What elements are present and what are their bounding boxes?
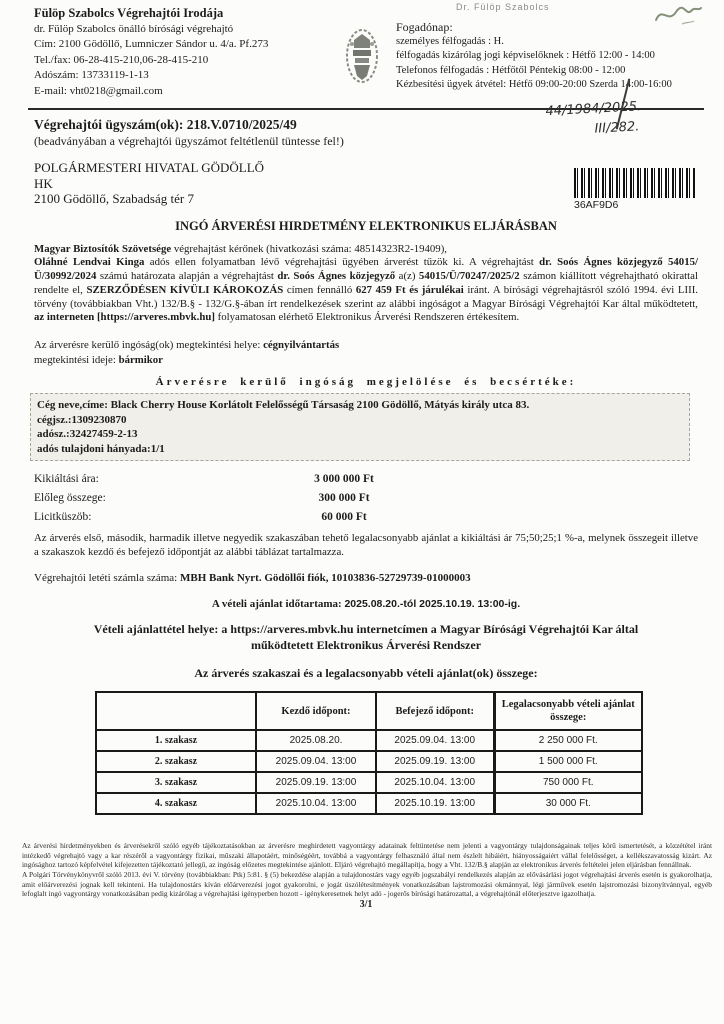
minimum-cell: 1 500 000 Ft. — [494, 751, 642, 772]
text-run: számon kiállított végrehajtható okirattal rendelte el, — [34, 270, 698, 296]
deposit-account-line — [34, 572, 698, 584]
text-run: Oláhné Lendvai Kinga — [34, 256, 145, 269]
table-header-minimum: Legalacsonyabb vételi ajánlat összege: — [494, 692, 642, 730]
auction-item-box — [30, 393, 690, 461]
table-row — [96, 793, 642, 814]
text-run: végrehajtást kérőnek (hivatkozási száma: 48514323R2-19409), — [171, 242, 447, 255]
case-number: Végrehajtói ügyszám(ok): 218.V.0710/2025/49 — [34, 117, 297, 132]
handwritten-line: III/282. — [594, 119, 640, 137]
item-line: adósz.:32427459-2-13 — [37, 428, 138, 441]
office-line: Tel./fax: 06-28-415-210,06-28-415-210 — [34, 53, 209, 66]
price-value: 3 000 000 Ft — [314, 473, 374, 486]
text-run: Magyar Biztosítók Szövetsége — [34, 242, 172, 255]
text-run: folyamatosan elérhető Elektronikus Árverési Rendszeren értékesítem. — [214, 311, 520, 324]
account-value: MBH Bank Nyrt. Gödöllői fiók, 10103836-52729739-01000003 — [180, 572, 471, 585]
offer-period-value: 2025.08.20.-tól 2025.10.19. 13:00-ig. — [344, 598, 521, 611]
account-label: Végrehajtói letéti számla száma: — [34, 572, 180, 585]
case-note: (beadványában a végrehajtói ügyszámot feltétlenül tüntesse fel!) — [34, 134, 344, 148]
reception-hours-block — [396, 2, 698, 93]
text-run: dr. Soós Ágnes közjegyző — [277, 270, 396, 283]
document-title: INGÓ ÁRVERÉSI HIRDETMÉNY ELEKTRONIKUS ELJÁRÁSBAN — [175, 218, 557, 233]
viewing-time-line — [34, 353, 698, 368]
viewing-place-value: cégnyilvántartás — [263, 339, 340, 352]
price-row — [34, 508, 698, 527]
minimum-cell: 750 000 Ft. — [494, 772, 642, 793]
office-line: Cím: 2100 Gödöllő, Lumniczer Sándor u. 4/a. Pf.273 — [34, 38, 269, 50]
handwritten-annotation — [545, 94, 707, 142]
text-run: címen fennálló — [283, 283, 356, 296]
item-section-heading: Árverésre kerülő ingóság megjelölése és becsértéke: — [155, 376, 577, 389]
price-row — [34, 489, 698, 508]
stage-cell: 3. szakasz — [96, 772, 256, 793]
viewing-place-line — [34, 338, 698, 353]
barcode-icon — [574, 168, 696, 198]
table-row — [96, 772, 642, 793]
price-label: Licitküszöb: — [34, 511, 92, 524]
office-line: Adószám: 13733119-1-13 — [34, 69, 149, 81]
minimum-cell: 30 000 Ft. — [494, 793, 642, 814]
viewing-info — [34, 338, 698, 367]
price-label: Előleg összege: — [34, 492, 106, 505]
text-run: 54015/Ü/70247/2025/2 — [418, 270, 520, 283]
reception-line: Telefonos félfogadás : Hétfőtől Péntekig 08:00 - 12:00 — [396, 64, 626, 76]
table-row — [96, 730, 642, 751]
text-run: 627 459 Ft és járulékai — [355, 283, 464, 296]
legal-fine-print — [22, 841, 712, 899]
table-header-start: Kezdő időpont: — [256, 692, 376, 730]
viewing-time-label: megtekintési ideje: — [34, 353, 119, 366]
price-row — [34, 470, 698, 489]
reception-line: személyes félfogadás : H. — [396, 35, 504, 47]
viewing-time-value: bármikor — [118, 353, 163, 366]
stages-paragraph: Az árverés első, második, harmadik illetve negyedik szakaszában tehető legalacsonyabb ajánlat a kikiáltási ár 75;50;25;1 %-a, melynek összegeit illetve a szakaszok kezdő és befejező időpontját az alábbi táblázat tartalmazza. — [34, 532, 698, 558]
reception-title: Fogadónap: — [396, 20, 453, 34]
table-header-row — [96, 692, 642, 730]
end-cell: 2025.10.19. 13:00 — [376, 793, 494, 814]
barcode-label: 36AF9D6 — [574, 199, 619, 211]
viewing-place-label: Az árverésre kerülő ingóság(ok) megtekintési helye: — [34, 339, 264, 352]
office-line: dr. Fülöp Szabolcs önálló bírósági végrehajtó — [34, 22, 234, 35]
office-line: E-mail: vht0218@gmail.com — [34, 84, 163, 97]
price-label: Kikiáltási ára: — [34, 473, 99, 486]
price-value: 60 000 Ft — [321, 511, 367, 524]
item-line: adós tulajdoni hányada:1/1 — [37, 442, 165, 455]
document-header — [34, 2, 698, 104]
table-header-end: Befejező időpont: — [376, 692, 494, 730]
text-run: iránt. A bírósági végrehajtásról szóló 1994. évi LIII. törvény (továbbiakban Vht.) 132/B.§ - 132/G.§-ában írt rendelkezések szerint az alábbi ingóságot a Magyar Bírósági Végrehajtói Kar által működtetett, — [34, 283, 698, 310]
bailiff-office-block — [34, 6, 334, 99]
text-run: a(z) — [395, 270, 419, 283]
price-value: 300 000 Ft — [318, 492, 370, 505]
fine-print-paragraph: A Polgári Törvénykönyvről szóló 2013. évi V. törvény (továbbiakban: Ptk) 5:81. § (5) bekezdése alapján a tulajdonostárs vagy egyéb jogszabályi rendelkezés alapján az elővásárlási jogot végrehajtási árverés esetén is gyakorolhatja, amit előárverezési jognak kell tekinteni. Ha tulajdonostárs kíván előárverezési jogot gyakorolni, e jogát úszólétesítmények vonatkozásában lajstromozási okmánnyal, légi járművek esetén lajstromozási bizonyítvánnyal, egyéb lefoglalt ingó vagyontárgy vonatkozásában pedig kizárólag a végrehajtási igényperben hozott - igénykeresetnek helyt adó - jogerős bírósági határozattal, a végrehajtónál előterjesztve igazolhatja. — [22, 870, 712, 899]
text-run: számú határozata alapján a végrehajtást — [96, 270, 278, 283]
table-header-empty — [96, 692, 256, 730]
stage-cell: 4. szakasz — [96, 793, 256, 814]
faint-name-stamp: Dr. Fülöp Szabolcs — [456, 2, 550, 12]
end-cell: 2025.10.04. 13:00 — [376, 772, 494, 793]
addressee-line: HK — [34, 175, 53, 191]
start-cell: 2025.08.20. — [256, 730, 376, 751]
text-run: adós ellen folyamatban lévő végrehajtási ügyében árverést tűzök ki. A végrehajtást — [144, 256, 540, 269]
barcode-block — [574, 168, 696, 211]
offer-place-line: Vételi ajánlattétel helye: a https://arveres.mbvk.hu internetcímen a Magyar Bírósági Végrehajtói Kar által működtetett Elektronikus Árverési Rendszer — [93, 622, 639, 652]
price-list — [34, 470, 698, 527]
page-number: 3/1 — [359, 898, 373, 910]
table-row — [96, 751, 642, 772]
end-cell: 2025.09.19. 13:00 — [376, 751, 494, 772]
item-line: Cég neve,címe: Black Cherry House Korlátolt Felelősségű Társaság 2100 Gödöllő, Mátyás király utca 83. — [37, 399, 530, 412]
end-cell: 2025.09.04. 13:00 — [376, 730, 494, 751]
fine-print-paragraph: Az árverési hirdetményekben és árverésekről szóló egyéb tájékoztatásokban az árverésre meghirdetett vagyontárgy adatainak feltüntetése nem jelenti a vagyontárgy tulajdonságainak teljes körű ismertetését, a közzététel iránt intézkedő végrehajtó vagy a kar részéről a vagyontárgy fizikai, műszaki állapotáért, minőségéért, továbbá a vagyontárgy felhasználó által nem észlelt hibáiért, hiányosságaiért vállal felelősséget, a kellékszavatosság kizárt. Az ingósághoz tartozó képfelvétel kifejezetten tájékoztató jellegű, az ingóság előzetes megtekintése ajánlott. Eljáró végrehajtó megállapítja, hogy a Vht. 132/B.§ alapján az elektronikus árverés feltételei jelen eljárásban fennállnak. — [22, 841, 712, 870]
stage-cell: 1. szakasz — [96, 730, 256, 751]
text-run: dr. Soós Ágnes közjegyző 54015/Ü/30992/2024 — [34, 256, 699, 283]
text-run: az interneten [https://arveres.mbvk.hu] — [34, 311, 215, 324]
office-name: Fülöp Szabolcs Végrehajtói Irodája — [34, 6, 224, 20]
start-cell: 2025.09.19. 13:00 — [256, 772, 376, 793]
start-cell: 2025.09.04. 13:00 — [256, 751, 376, 772]
reception-line: félfogadás kizárólag jogi képviselőknek : Hétfő 12:00 - 14:00 — [396, 50, 655, 61]
offer-period-label: A vételi ajánlat időtartama: — [211, 598, 345, 611]
item-line: cégjsz.:1309230870 — [37, 413, 127, 426]
minimum-cell: 2 250 000 Ft. — [494, 730, 642, 751]
main-paragraph — [34, 243, 698, 326]
handwritten-line: 44/1984/2025. — [545, 99, 642, 120]
coat-of-arms-stamp-icon — [340, 20, 392, 95]
start-cell: 2025.10.04. 13:00 — [256, 793, 376, 814]
auction-stages-table — [95, 691, 643, 815]
addressee-line: POLGÁRMESTERI HIVATAL GÖDÖLLŐ — [34, 160, 265, 175]
text-run: SZERZŐDÉSEN KÍVÜLI KÁROKOZÁS — [86, 283, 284, 296]
reception-line: Kézbesítési ügyek átvétel: Hétfő 09:00-20:00 Szerda 14:00-16:00 — [396, 79, 672, 90]
signature-icon — [652, 2, 704, 34]
offer-period-line — [34, 598, 698, 610]
addressee-line: 2100 Gödöllő, Szabadság tér 7 — [34, 191, 194, 206]
stage-cell: 2. szakasz — [96, 751, 256, 772]
stages-heading: Az árverés szakaszai és a legalacsonyabb vételi ajánlat(ok) összege: — [194, 666, 538, 681]
